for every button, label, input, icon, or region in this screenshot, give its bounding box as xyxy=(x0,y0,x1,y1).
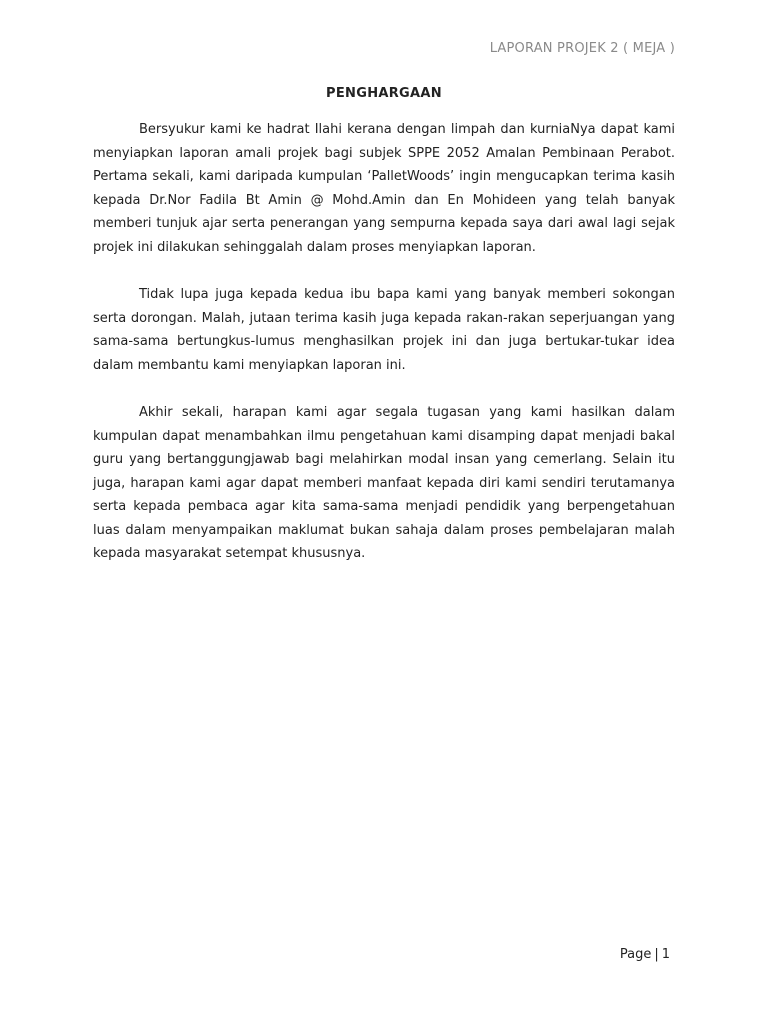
paragraph-1: Bersyukur kami ke hadrat Ilahi kerana dengan limpah dan kurniaNya dapat kami menyiapkan laporan amali projek bagi subjek SPPE 2052 Amalan Pembinaan Perabot. Pertama sekali, kami daripada kumpulan ‘PalletWoods’ ingin mengucapkan terima kasih kepada Dr.Nor Fadila Bt Amin @ Mohd.Amin dan En Mohideen yang telah banyak memberi tunjuk ajar serta penerangan yang sempurna kepada saya dari awal lagi sejak projek ini dilakukan sehinggalah dalam proses menyiapkan laporan. xyxy=(93,122,675,255)
page-title: PENGHARGAAN xyxy=(326,86,442,101)
running-header: LAPORAN PROJEK 2 ( MEJA ) xyxy=(489,41,675,56)
page-label: Page xyxy=(619,947,652,962)
page-number: 1 xyxy=(661,947,670,962)
paragraph-2: Tidak lupa juga kepada kedua ibu bapa kami yang banyak memberi sokongan serta dorongan. Malah, jutaan terima kasih juga kepada rakan-rakan seperjuangan yang sama-sama bertungkus-lumus menghasilkan projek ini dan juga bertukar-tukar idea dalam membantu kami menyiapkan laporan ini. xyxy=(93,287,675,373)
paragraph-3: Akhir sekali, harapan kami agar segala tugasan yang kami hasilkan dalam kumpulan dapat menambahkan ilmu pengetahuan kami disamping dapat menjadi bakal guru yang bertanggungjawab bagi melahirkan modal insan yang cemerlang. Selain itu juga, harapan kami agar dapat memberi manfaat kepada diri kami sendiri terutamanya serta kepada pembaca agar kita sama-sama menjadi pendidik yang berpengetahuan luas dalam menyampaikan maklumat bukan sahaja dalam proses pembelajaran malah kepada masyarakat setempat khususnya. xyxy=(93,405,675,561)
page-footer xyxy=(620,947,670,962)
document-body xyxy=(93,118,675,590)
page-separator: | xyxy=(654,947,659,962)
